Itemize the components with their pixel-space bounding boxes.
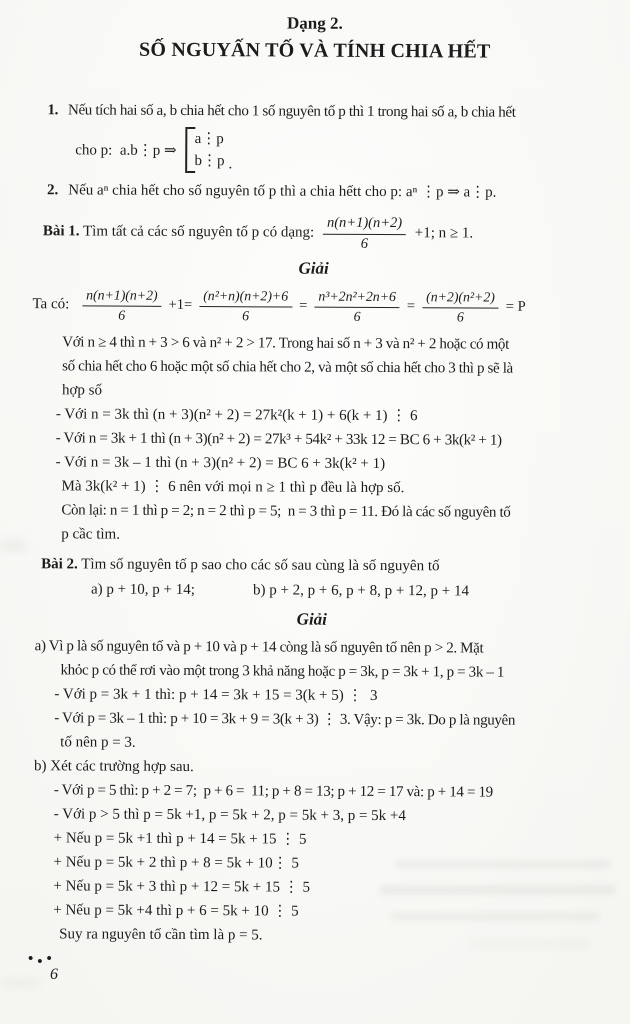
equation-fraction-4 (422, 287, 499, 326)
solution-a-line: a) Vì p là số nguyên tố và p + 10 và p + 14 còng là số nguyên tố nên p > 2. Mặt (34, 638, 484, 657)
solution-b-line: - Với p > 5 thì p = 5k +1, p = 5k + 2, p = 5k + 3, p = 5k +4 (53, 806, 406, 825)
fraction-denominator: 6 (118, 307, 126, 323)
page-number: 6 (50, 966, 58, 983)
dot: • (37, 954, 47, 970)
note-1-text: Nếu tích hai số a, b chia hết cho 1 số nguyên tố p thì 1 trong hai số a, b chia hết (67, 102, 516, 121)
exercise-1-tail: +1; n ≥ 1. (411, 225, 474, 242)
note-2-number: 2. (47, 182, 59, 199)
bracket-case-bottom: b⋮p (194, 153, 225, 170)
page-content (0, 10, 630, 949)
note-2-line (0, 178, 629, 205)
exercise-1-fraction (323, 214, 406, 253)
part-b-text: b) p + 2, p + 6, p + 8, p + 12, p + 14 (252, 582, 470, 600)
fraction-numerator: (n²+n)(n+2)+6 (199, 286, 292, 307)
case-line: - Với n = 3k + 1 thì (n + 3)(n² + 2) = 27k³ + 54k² + 33k 12 = BC 6 + 3k(k² + 1) (55, 430, 502, 449)
exercise-2-parts (0, 576, 627, 605)
deduction-line: Mà 3k(k² + 1) ⋮ 6 nên với mọi n ≥ 1 thì p đều là hợp số. (61, 478, 405, 497)
paragraph-line: Với n ≥ 4 thì n + 3 > 6 và n² + 2 > 17. Trong hai số n + 3 và n² + 2 hoặc có một (62, 334, 509, 353)
note-1-number: 1. (47, 102, 59, 119)
footer-ornament-dots (28, 951, 58, 970)
fraction-denominator: 6 (456, 309, 464, 325)
bracket-case-top: a⋮p (194, 131, 224, 148)
exercise-2-header (0, 552, 627, 579)
solution-b-line: b) Xét các trường hợp sau. (33, 758, 194, 776)
solution-a-line: tố nên p = 3. (60, 734, 136, 751)
fraction-denominator: 6 (242, 308, 250, 324)
solution-heading-2: Giải (296, 609, 327, 629)
solution-b-line: + Nếu p = 5k +1 thì p + 14 = 5k + 15 ⋮ 5 (53, 830, 307, 848)
equation-operator: = (406, 298, 416, 315)
dot: • (46, 951, 56, 967)
paragraph-line: số chia hết cho 6 hoặc một số chia hết cho 2, và một số chia hết cho 3 thì p sẽ là (62, 358, 513, 377)
solution-a-line: khỏc p có thể rơi vào một trong 3 khả năng hoặc p = 3k, p = 3k + 1, p = 3k – 1 (60, 662, 505, 681)
solution-b-line: + Nếu p = 5k + 3 thì p + 12 = 5k + 15 ⋮ 5 (53, 878, 311, 896)
exercise-1-equation (0, 285, 629, 327)
equation-lead: Ta có: (32, 296, 74, 313)
fraction-numerator: n(n+1)(n+2) (82, 285, 162, 306)
solution-b-line: + Nếu p = 5k +4 thì p + 6 = 5k + 10 ⋮ 5 (53, 902, 299, 920)
solution-b-line: + Nếu p = 5k + 2 thì p + 8 = 5k + 10⋮ 5 (53, 854, 299, 872)
equation-fraction-1 (82, 285, 162, 324)
section-kicker: Dạng 2. (287, 13, 343, 33)
fraction-denominator: 6 (353, 308, 361, 324)
formula-suffix: . (228, 156, 233, 173)
case-line: - Với n = 3k thì (n + 3)(n² + 2) = 27k²(k + 1) + 6(k + 1) ⋮ 6 (55, 406, 418, 425)
exercise-2-intro: Tìm số nguyên tố p sao cho các số sau cùng là số nguyên tố (77, 556, 440, 575)
solution-a-line: - Với p = 3k + 1 thì: p + 14 = 3k + 15 = 3(k + 5) ⋮ 3 (54, 686, 378, 704)
solution-a-line: - Với p = 3k – 1 thì: p + 10 = 3k + 9 = 3(k + 3) ⋮ 3. Vậy: p = 3k. Do p là nguyên (54, 710, 516, 729)
note-1-formula (0, 126, 629, 175)
equation-operator: = (299, 297, 308, 314)
fraction-numerator: n(n+1)(n+2) (323, 214, 406, 235)
page-title: SỐ NGUYẤN TỐ VÀ TÍNH CHIA HẾT (139, 38, 491, 63)
note-1-line-1 (0, 98, 630, 125)
equation-fraction-2 (199, 286, 292, 325)
fraction-denominator: 6 (360, 235, 369, 252)
solution-b-line: Suy ra nguyên tố cần tìm là p = 5. (59, 926, 263, 944)
exercise-1-label: Bài 1. (42, 223, 80, 240)
equation-result: = P (505, 298, 526, 315)
conclusion-line: Còn lại: n = 1 thì p = 2; n = 2 thì p = 5; n = 3 thì p = 11. Đó là các số nguyên tố (61, 502, 511, 521)
fraction-numerator: (n+2)(n²+2) (422, 287, 499, 308)
part-a-text: a) p + 10, p + 14; (90, 581, 196, 599)
solution-heading-1: Giải (298, 258, 329, 278)
solution-b-line: - Với p = 5 thì: p + 2 = 7; p + 6 = 11; p + 8 = 13; p + 12 = 17 và: p + 14 = 19 (53, 782, 493, 801)
fraction-numerator: n³+2n²+2n+6 (314, 287, 400, 308)
note-2-text: Nếu aⁿ chia hết cho số nguyên tố p thì a chia hếtt cho p: aⁿ ⋮p ⇒ a⋮p. (68, 182, 497, 201)
equation-fraction-3 (314, 287, 400, 326)
equation-operator: +1= (168, 296, 193, 314)
formula-prefix: cho p: a.b⋮p ⇒ (75, 141, 177, 159)
exercise-1-intro: Tìm tất cả các số nguyên tố p có dạng: (79, 223, 318, 241)
page-footer (28, 952, 58, 984)
case-line: - Với n = 3k – 1 thì (n + 3)(n² + 2) = BC 6 + 3k(k² + 1) (55, 454, 386, 473)
paragraph-line: hợp số (61, 382, 103, 399)
conclusion-line: p cầc tìm. (61, 526, 121, 543)
cases-bracket (185, 127, 224, 173)
exercise-1-header (0, 212, 629, 254)
exercise-2-label: Bài 2. (41, 556, 78, 573)
dot: • (28, 951, 38, 967)
